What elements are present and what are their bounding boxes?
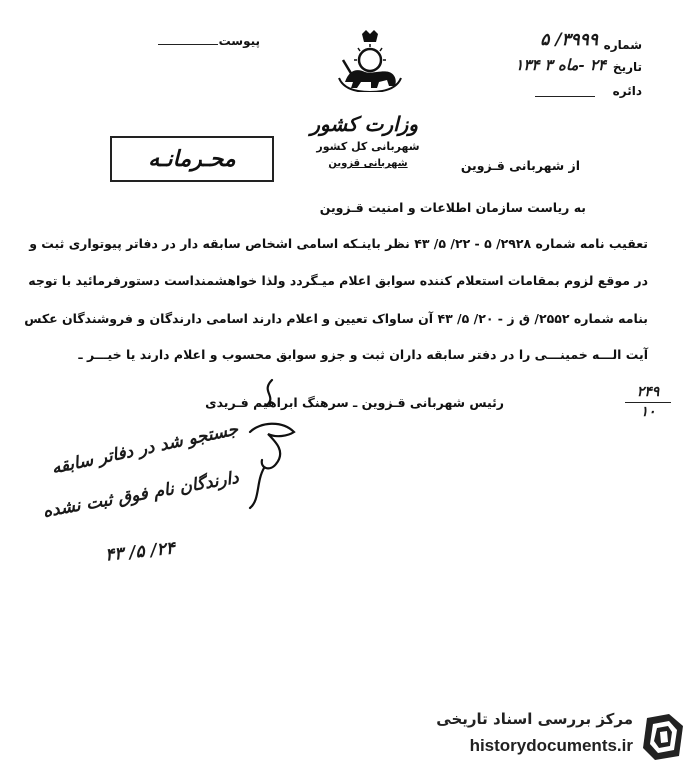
handwritten-note-date: ۲۴/ ۵/ ۴۳ — [104, 538, 176, 566]
body-line-3: بنامه شماره ۲۵۵۲/ ق ز - ۲۰/ ۵/ ۴۳ آن ساواک تعیین و اعلام دارند اسامی دارندگان و فروشندگان عکس — [24, 311, 648, 326]
watermark-title: مرکز بررسی اسناد تاریخی — [436, 710, 633, 728]
signature-scribble — [220, 372, 310, 512]
to-line: به ریاست سازمان اطلاعات و امنیت قـزوین — [319, 200, 586, 215]
marginal-ref-divider — [625, 402, 671, 403]
from-line: از شهربانی قـزوین — [460, 158, 580, 173]
body-line-2: در موقع لزوم بمقامات استعلام کننده سوابق اعلام میـگردد ولذا خواهشمنداست دستورفرمائید با توجه — [28, 273, 648, 288]
date-label: تاریخ — [612, 60, 642, 74]
number-label: شماره — [603, 38, 642, 52]
attachment-label: پیوست — [218, 34, 260, 48]
archive-watermark — [410, 706, 695, 768]
handwritten-note-line-1: جستجو شد در دفاتر سابقه — [49, 419, 240, 479]
lion-and-sun-emblem — [335, 30, 405, 92]
marginal-ref-bottom: ۱۰ — [640, 404, 656, 420]
office-line — [535, 96, 595, 97]
office-label: دائره — [612, 84, 642, 98]
handwritten-note-line-2: دارندگان نام فوق ثبت نشده — [41, 467, 241, 522]
confidential-stamp: محـرمانـه — [110, 136, 274, 182]
body-line-1: تعقیب نامه شماره ۲۹۲۸/ ۵ - ۲۲/ ۵/ ۴۳ نظر باینـکه اسامی اشخاص سابقه دار در دفاتر پیوتواری ثبت و — [29, 236, 648, 251]
body-line-4: آیت الـــه خمینـــی را در دفتر سابقه داران ثبت و جزو سوابق محسوب و اعلام دارند یا خیـــر ـ — [78, 347, 648, 362]
number-value: ۳۹۹۹/ ۵ — [540, 30, 598, 50]
signature-line: رئیس شهربانی قـزوین ـ سرهنگ ابراهیم فـریدی — [205, 395, 504, 410]
branch-title: شهربانی قزوین — [328, 158, 408, 169]
date-value: ۲۴ -ماه ۳ ۱۳۴ — [515, 56, 606, 74]
department-title: شهربانی کل کشور — [316, 140, 420, 153]
marginal-ref-top: ۲۴۹ — [636, 384, 660, 400]
attachment-line — [158, 44, 218, 45]
archive-logo-icon — [639, 712, 687, 762]
ministry-title: وزارت کشور — [310, 112, 418, 136]
watermark-url: historydocuments.ir — [469, 736, 633, 755]
